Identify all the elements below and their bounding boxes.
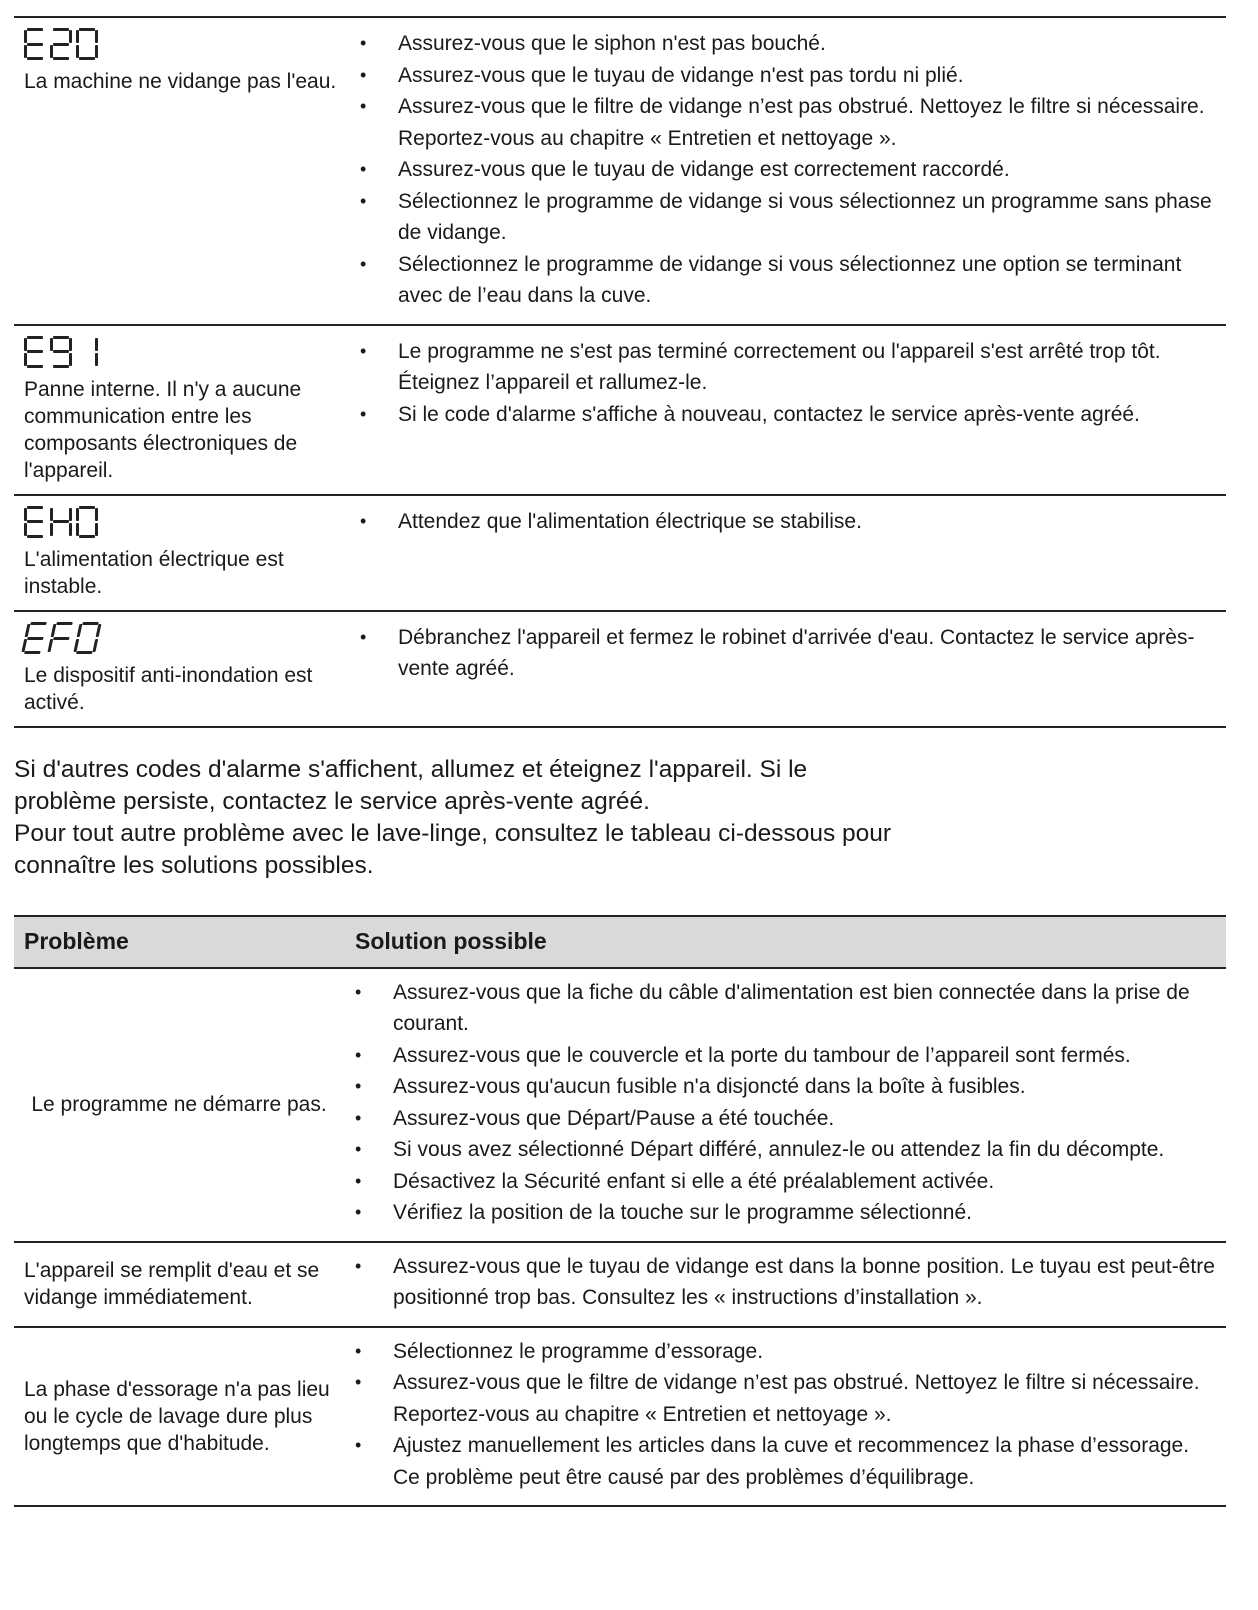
error-code-cell	[14, 325, 350, 495]
segment-digit	[76, 28, 98, 60]
error-code-row	[14, 495, 1226, 611]
solution-item: • Assurez-vous que le tuyau de vidange est correctement raccordé.	[350, 154, 1216, 186]
problem-cell: La phase d'essorage n'a pas lieu ou le cycle de lavage dure plus longtemps que d'habitude.	[14, 1327, 342, 1507]
intro-line: Si d'autres codes d'alarme s'affichent, allumez et éteignez l'appareil. Si le problème persiste, contactez le service après-vente agréé.	[14, 755, 808, 815]
solution-list	[342, 1336, 1216, 1494]
problem-cell: L'appareil se remplit d'eau et se vidange immédiatement.	[14, 1242, 342, 1327]
solution-item: • Assurez-vous que le tuyau de vidange est dans la bonne position. Le tuyau est peut-être positionné trop bas. Consultez les « instructions d’installation ».	[342, 1251, 1216, 1314]
solution-cell	[342, 1327, 1226, 1507]
solution-item: • Assurez-vous que le filtre de vidange n’est pas obstrué. Nettoyez le filtre si nécessaire. Reportez-vous au chapitre « Entretien et nettoyage ».	[350, 91, 1216, 154]
error-code-display-icon	[24, 506, 342, 542]
segment-digit	[24, 336, 46, 368]
solution-item: • Sélectionnez le programme de vidange si vous sélectionnez une option se terminant avec de l’eau dans la cuve.	[350, 249, 1216, 312]
solution-list	[350, 506, 1216, 538]
segment-digit	[76, 506, 98, 538]
segment-digit	[73, 622, 102, 654]
solution-item: • Désactivez la Sécurité enfant si elle a été préalablement activée.	[342, 1166, 1216, 1198]
solution-item: • Le programme ne s'est pas terminé correctement ou l'appareil s'est arrêté trop tôt. Éteignez l’appareil et rallumez-le.	[350, 336, 1216, 399]
error-code-display-icon	[24, 336, 342, 372]
solution-list	[350, 28, 1216, 312]
solution-item: • Sélectionnez le programme d’essorage.	[342, 1336, 1216, 1368]
error-code-table	[14, 16, 1226, 728]
solution-item: • Assurez-vous que le siphon n'est pas bouché.	[350, 28, 1216, 60]
intro-line: Pour tout autre problème avec le lave-linge, consultez le tableau ci-dessous pour connaître les solutions possibles.	[14, 819, 892, 879]
error-code-description: Panne interne. Il n'y a aucune communication entre les composants électroniques de l'appareil.	[24, 377, 302, 482]
solution-item: • Assurez-vous que le tuyau de vidange n'est pas tordu ni plié.	[350, 60, 1216, 92]
error-code-description: La machine ne vidange pas l'eau.	[24, 70, 337, 93]
error-code-description: L'alimentation électrique est instable.	[24, 547, 284, 598]
solution-item: • Assurez-vous que Départ/Pause a été touchée.	[342, 1103, 1216, 1135]
column-header-problem: Problème	[14, 916, 342, 968]
solution-item: • Débranchez l'appareil et fermez le robinet d'arrivée d'eau. Contactez le service après-vente agréé.	[350, 622, 1216, 685]
solution-list	[350, 336, 1216, 431]
column-header-solution: Solution possible	[342, 916, 1226, 968]
segment-digit	[24, 28, 46, 60]
solution-item: • Ajustez manuellement les articles dans la cuve et recommencez la phase d’essorage. Ce problème peut être causé par des problèmes d’équilibrage.	[342, 1430, 1216, 1493]
error-code-row	[14, 325, 1226, 495]
segment-digit	[50, 506, 72, 538]
error-solution-cell	[350, 611, 1226, 727]
document-page	[14, 16, 1226, 1507]
solution-list	[350, 622, 1216, 685]
table-row	[14, 1242, 1226, 1327]
solution-cell	[342, 1242, 1226, 1327]
table-header-row	[14, 916, 1226, 968]
error-code-cell	[14, 17, 350, 325]
segment-digit	[21, 622, 50, 654]
segment-digit	[24, 506, 46, 538]
table-row	[14, 1327, 1226, 1507]
segment-digit	[50, 28, 72, 60]
error-code-display-icon	[24, 28, 342, 64]
error-code-description: Le dispositif anti-inondation est activé.	[24, 663, 313, 714]
solution-item: • Si vous avez sélectionné Départ différé, annulez-le ou attendez la fin du décompte.	[342, 1134, 1216, 1166]
error-code-row	[14, 17, 1226, 325]
error-code-cell	[14, 611, 350, 727]
error-code-row	[14, 611, 1226, 727]
error-solution-cell	[350, 17, 1226, 325]
solution-cell	[342, 968, 1226, 1242]
solution-list	[342, 1251, 1216, 1314]
segment-digit	[47, 622, 76, 654]
solution-item: • Si le code d'alarme s'affiche à nouveau, contactez le service après-vente agréé.	[350, 399, 1216, 431]
solution-item: • Assurez-vous qu'aucun fusible n'a disjoncté dans la boîte à fusibles.	[342, 1071, 1216, 1103]
problem-cell: Le programme ne démarre pas.	[14, 968, 342, 1242]
solution-item: • Assurez-vous que le couvercle et la porte du tambour de l’appareil sont fermés.	[342, 1040, 1216, 1072]
error-solution-cell	[350, 495, 1226, 611]
segment-digit	[76, 336, 98, 368]
solution-item: • Vérifiez la position de la touche sur le programme sélectionné.	[342, 1197, 1216, 1229]
error-solution-cell	[350, 325, 1226, 495]
intro-paragraph	[14, 754, 894, 882]
solution-item: • Attendez que l'alimentation électrique se stabilise.	[350, 506, 1216, 538]
segment-digit	[50, 336, 72, 368]
solution-item: • Assurez-vous que la fiche du câble d'alimentation est bien connectée dans la prise de courant.	[342, 977, 1216, 1040]
solution-item: • Sélectionnez le programme de vidange si vous sélectionnez un programme sans phase de vidange.	[350, 186, 1216, 249]
error-code-display-icon	[20, 622, 346, 658]
problem-solution-table	[14, 915, 1226, 1508]
solution-item: • Assurez-vous que le filtre de vidange n’est pas obstrué. Nettoyez le filtre si nécessaire. Reportez-vous au chapitre « Entretien et nettoyage ».	[342, 1367, 1216, 1430]
table-row	[14, 968, 1226, 1242]
error-code-cell	[14, 495, 350, 611]
solution-list	[342, 977, 1216, 1229]
